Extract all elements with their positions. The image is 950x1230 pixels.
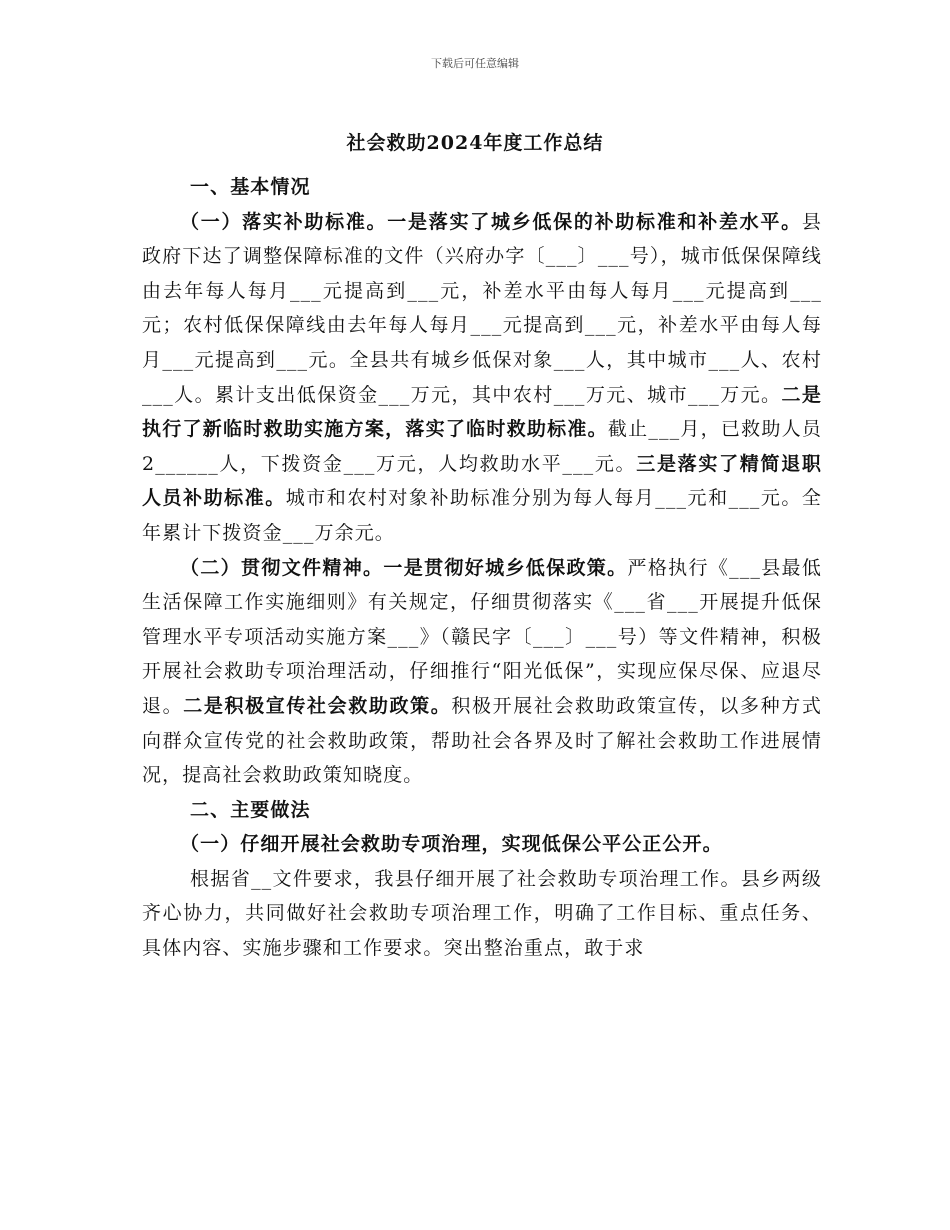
section-1-2-heading: （二）贯彻文件精神。 — [180, 556, 384, 579]
document-title: 社会救助2024年度工作总结 — [346, 132, 604, 154]
section-1-1-heading: （一）落实补助标准。 — [180, 210, 388, 233]
section-1-1-text-3: 城市和农村对象补助标准分别为每人每月___元和___元。全年累计下拨资金___万余元。 — [142, 487, 823, 544]
section-1-1-text-2: 截止___月，已救助人员2______人，下拨资金___万元，人均救助水平___元。 — [142, 418, 822, 475]
section-1-heading: 一、基本情况 — [190, 176, 311, 198]
section-1-1-text-1: 县政府下达了调整保障标准的文件（兴府办字〔___〕___号），城市低保保障线由去年每人每月___元提高到___元，补差水平由每人每月___元提高到___元；农村低保保障线由去年每人每月___元提高到___元，补差水平由每人每月___元提高到___元。全县共有城乡低保对象___人，其中城市___人、农村___人。累计支出低保资金___万元，其中农村___万元、城市___万元。 — [142, 210, 822, 406]
section-1-1-lead-3: 三是落实了精简退职人员补助标准。 — [142, 452, 822, 510]
section-1-2-text-1: 严格执行《___县最低生活保障工作实施细则》有关规定，仔细贯彻落实《___省___开展提升低保管理水平专项活动实施方案___》（赣民字〔___〕___号）等文件精神，积极开展社会救助专项治理活动，仔细推行“阳光低保”，实现应保尽保、应退尽退。 — [142, 556, 822, 717]
section-1-2-lead-2: 二是积极宣传社会救助政策。 — [183, 694, 452, 717]
section-1-2-paragraph — [142, 551, 822, 793]
header-note: 下载后可任意编辑 — [431, 57, 519, 70]
section-2-1-heading: （一）仔细开展社会救助专项治理，实现低保公平公正公开。 — [180, 833, 723, 856]
section-2-heading: 二、主要做法 — [190, 798, 311, 821]
document-body — [142, 170, 822, 966]
section-1-2-text-2: 积极开展社会救助政策宣传，以多种方式向群众宣传党的社会救助政策，帮助社会各界及时了解社会救助工作进展情况，提高社会救助政策知晓度。 — [142, 694, 822, 787]
section-1-1-paragraph — [142, 205, 822, 551]
section-1-2-lead-1: 一是贯彻好城乡低保政策。 — [383, 556, 628, 579]
section-1-1-lead-1: 一是落实了城乡低保的补助标准和补差水平。 — [387, 210, 802, 233]
section-1-1-lead-2: 二是执行了新临时救助实施方案，落实了临时救助标准。 — [142, 383, 823, 441]
section-2-1-paragraph: 根据省__文件要求，我县仔细开展了社会救助专项治理工作。县乡两级齐心协力，共同做好社会救助专项治理工作，明确了工作目标、重点任务、具体内容、实施步骤和工作要求。突出整治重点，敢于求 — [142, 867, 822, 960]
